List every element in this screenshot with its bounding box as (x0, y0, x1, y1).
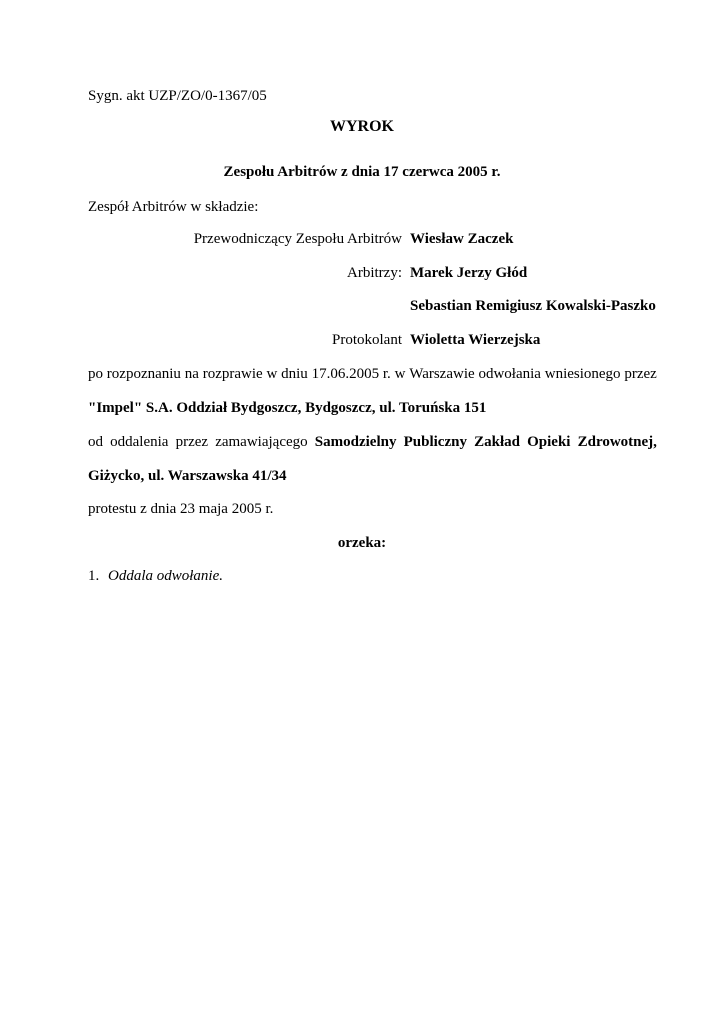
contracting-authority-word: Samodzielny (314, 434, 397, 450)
body-line-1 (88, 365, 657, 383)
contracting-authority-word: Opieki (527, 434, 571, 450)
body-word: zamawiającego (215, 434, 308, 450)
clerk-label: Protokolant (332, 332, 402, 348)
body-line-3 (88, 433, 657, 451)
contracting-authority-word: Zdrowotnej, (577, 434, 657, 450)
ruling-item-number: 1. (88, 568, 100, 584)
protest-line: protestu z dnia 23 maja 2005 r. (88, 501, 274, 517)
body-word: 17.06.2005 (311, 366, 380, 382)
body-word: dniu (281, 366, 308, 382)
clerk-name: Wioletta Wierzejska (410, 332, 541, 348)
arbiters-label: Arbitrzy: (347, 265, 402, 281)
document-title: WYROK (330, 118, 394, 135)
chair-label: Przewodniczący Zespołu Arbitrów (193, 231, 402, 247)
body-word: przez (175, 434, 209, 450)
body-word: przez (624, 366, 657, 382)
body-word: od (88, 434, 103, 450)
ruling-heading: orzeka: (337, 535, 387, 551)
contracting-authority-word: Zakład (474, 434, 520, 450)
body-word: po (88, 366, 103, 382)
body-word: Warszawie (409, 366, 475, 382)
case-signature: Sygn. akt UZP/ZO/0-1367/05 (88, 88, 267, 104)
document-subtitle: Zespołu Arbitrów z dnia 17 czerwca 2005 r. (223, 164, 501, 180)
body-word: oddalenia (110, 434, 169, 450)
body-word: na (184, 366, 199, 382)
body-word: rozprawie (202, 366, 263, 382)
body-word: odwołania (478, 366, 541, 382)
arbiter-2-name: Sebastian Remigiusz Kowalski-Paszko (410, 298, 656, 314)
arbiter-1-name: Marek Jerzy Głód (410, 265, 528, 281)
chair-name: Wiesław Zaczek (410, 231, 514, 247)
ruling-item-text: Oddala odwołanie. (108, 568, 223, 584)
body-word: rozpoznaniu (106, 366, 181, 382)
body-word: wniesionego (544, 366, 621, 382)
body-word: r. (382, 366, 391, 382)
contracting-authority-address: Giżycko, ul. Warszawska 41/34 (88, 468, 287, 484)
body-word: w (394, 366, 406, 382)
body-word: w (266, 366, 278, 382)
contracting-authority-word: Publiczny (403, 434, 467, 450)
panel-intro: Zespół Arbitrów w składzie: (88, 199, 259, 215)
appellant-name: "Impel" S.A. Oddział Bydgoszcz, Bydgoszcz, ul. Toruńska 151 (88, 400, 487, 416)
